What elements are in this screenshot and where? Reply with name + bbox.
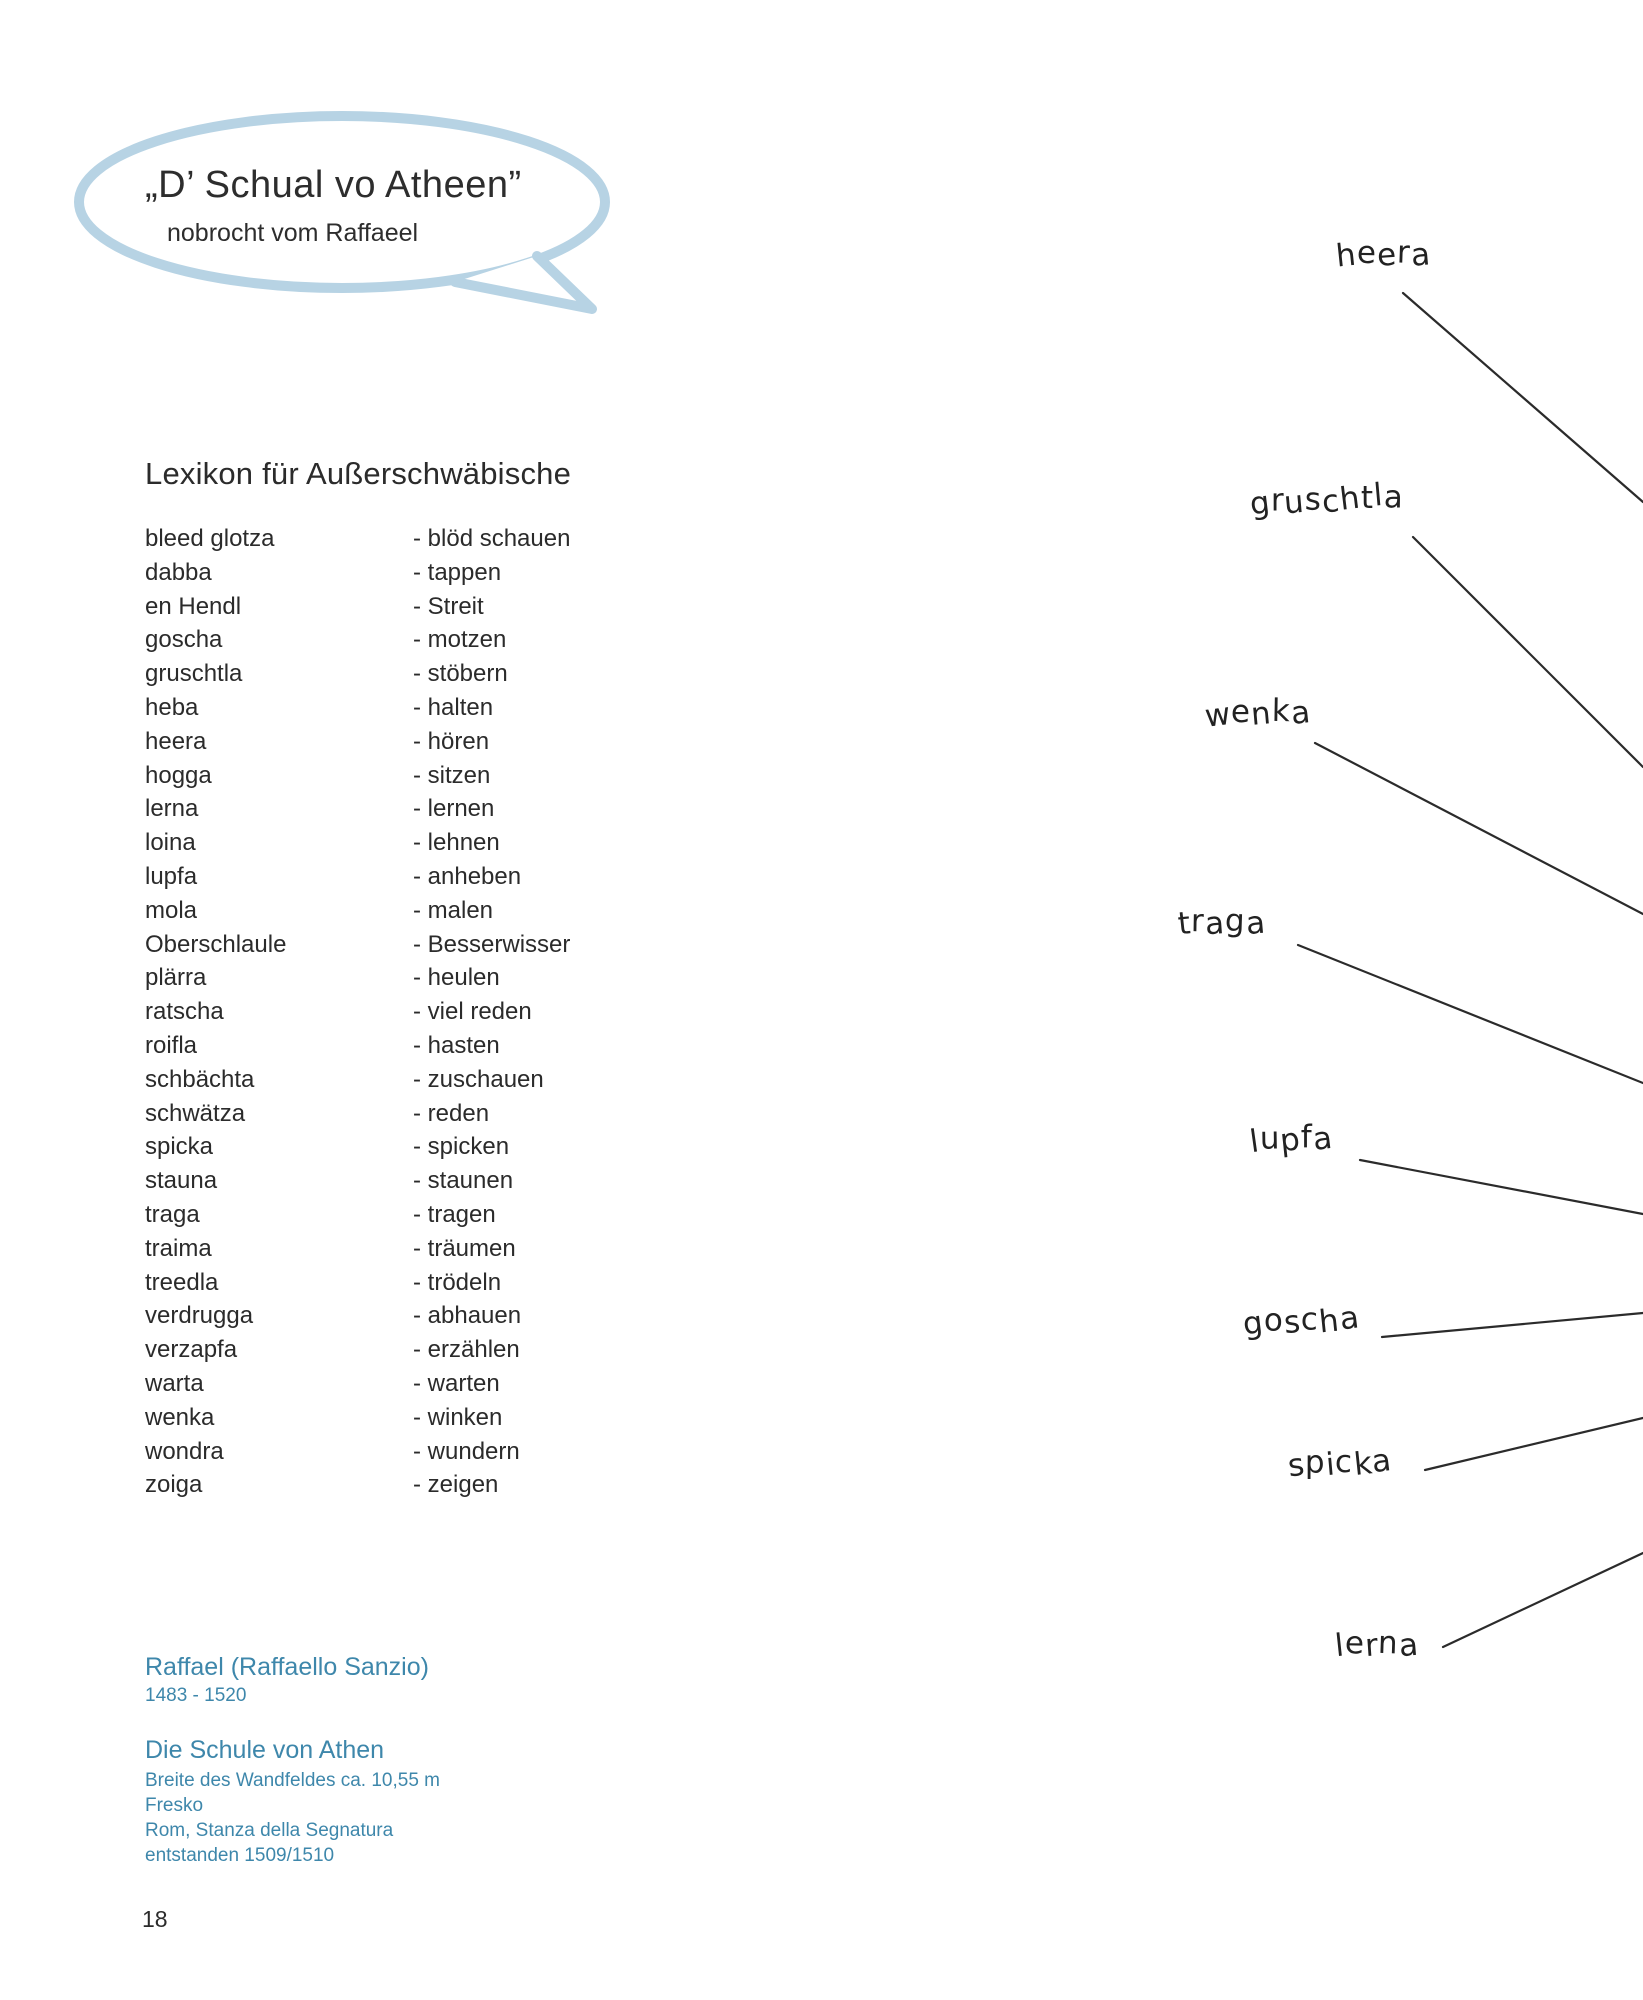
german-definition: - spicken <box>413 1133 510 1161</box>
german-definition: - reden <box>413 1099 490 1127</box>
speech-bubble-outline <box>60 95 620 335</box>
handwritten-char: s <box>1304 481 1323 518</box>
german-definition: - hören <box>413 727 490 755</box>
german-definition: - Besserwisser <box>413 930 571 958</box>
handwritten-char: p <box>1278 1121 1303 1160</box>
lexicon-title: Lexikon für Außerschwäbische <box>145 456 572 491</box>
handwritten-char: r <box>1396 234 1412 271</box>
german-definition: - Streit <box>413 592 484 620</box>
handwritten-char: k <box>1351 1445 1375 1483</box>
german-definition: - tappen <box>413 558 502 586</box>
lexicon-entry <box>145 1401 705 1435</box>
handwritten-char: c <box>1300 1301 1320 1338</box>
dialect-term: traima <box>145 1234 212 1262</box>
dialect-term: bleed glotza <box>145 525 275 552</box>
german-definition: - zeigen <box>413 1471 499 1499</box>
handwritten-char: c <box>1335 1443 1354 1481</box>
lexicon-entry <box>145 860 705 894</box>
handwritten-char: l <box>1247 1123 1263 1161</box>
pointer-line-lerna <box>1443 1553 1643 1647</box>
dialect-term: heba <box>145 693 199 721</box>
german-definition: - zuschauen <box>413 1065 544 1093</box>
lexicon-entry <box>145 1063 705 1097</box>
german-definition: - winken <box>413 1403 503 1431</box>
handwritten-char: l <box>1333 1627 1347 1665</box>
handwritten-char: h <box>1338 479 1363 518</box>
dialect-term: wenka <box>145 1403 215 1431</box>
dialect-term: goscha <box>145 626 223 654</box>
dialect-term: zoiga <box>145 1471 203 1499</box>
lexicon-entry <box>145 995 705 1029</box>
bubble-subtitle: nobrocht vom Raffaeel <box>167 219 419 247</box>
handwritten-char: e <box>1231 694 1252 731</box>
german-definition: - warten <box>413 1369 500 1397</box>
lexicon-entry <box>145 1367 705 1401</box>
german-definition: - staunen <box>413 1167 514 1195</box>
german-definition: - malen <box>413 896 494 924</box>
lexicon-entry <box>145 1029 705 1063</box>
dialect-term: warta <box>145 1369 204 1397</box>
credits-block <box>145 1654 440 1868</box>
dialect-term: stauna <box>145 1167 218 1195</box>
dialect-term: schbächta <box>145 1065 255 1093</box>
lexicon-entry <box>145 657 705 691</box>
pointer-line-traga <box>1298 945 1643 1083</box>
handwritten-char: w <box>1202 695 1234 735</box>
credit-detail-line: Rom, Stanza della Segnatura <box>145 1820 394 1841</box>
pointer-line-wenka <box>1315 743 1643 914</box>
lexicon-entry <box>145 792 705 826</box>
dialect-term: gruschtla <box>145 660 243 688</box>
dialect-term: ratscha <box>145 998 224 1026</box>
handwritten-char: a <box>1337 1299 1362 1338</box>
handwritten-char: e <box>1356 234 1377 272</box>
handwritten-char: n <box>1377 1624 1400 1662</box>
german-definition: - stöbern <box>413 660 508 688</box>
dialect-term: traga <box>145 1200 200 1228</box>
credit-work-title: Die Schule von Athen <box>145 1736 385 1764</box>
lexicon-entry <box>145 759 705 793</box>
handwritten-char: s <box>1282 1303 1303 1342</box>
lexicon-entry <box>145 1164 705 1198</box>
handwritten-char: o <box>1263 1302 1284 1339</box>
german-definition: - anheben <box>413 862 522 890</box>
pointer-line-heera <box>1403 293 1643 502</box>
pointer-line-gruschtla <box>1413 537 1643 767</box>
lexicon-entry <box>145 1468 705 1502</box>
lexicon-entry <box>145 1333 705 1367</box>
german-definition: - motzen <box>413 626 507 654</box>
credit-detail-line: entstanden 1509/1510 <box>145 1845 335 1866</box>
lexicon-entry <box>145 961 705 995</box>
lexicon-entry <box>145 725 705 759</box>
handwritten-char: r <box>1190 903 1206 940</box>
credit-details <box>145 1768 440 1868</box>
german-definition: - sitzen <box>413 761 491 789</box>
dialect-term: mola <box>145 896 198 924</box>
german-definition: - hasten <box>413 1031 500 1059</box>
lexicon-entry <box>145 590 705 624</box>
german-definition: - halten <box>413 693 494 721</box>
german-definition: - lernen <box>413 795 495 823</box>
handwritten-label-spicka <box>1287 1443 1393 1484</box>
handwritten-char: e <box>1375 236 1399 274</box>
lexicon-entry <box>145 1266 705 1300</box>
handwritten-char: u <box>1282 483 1307 522</box>
handwritten-char: a <box>1289 694 1313 732</box>
handwritten-char: i <box>1324 1446 1338 1484</box>
lexicon-entry <box>145 1130 705 1164</box>
pointer-line-goscha <box>1382 1313 1643 1337</box>
handwritten-char: f <box>1300 1119 1313 1156</box>
handwritten-char: k <box>1271 692 1292 730</box>
handwritten-char: g <box>1224 902 1247 940</box>
handwritten-char: t <box>1360 479 1374 516</box>
pointer-line-spicka <box>1425 1418 1643 1470</box>
bubble-title: „D’ Schual vo Atheen” <box>145 164 522 206</box>
lexicon-entry <box>145 1299 705 1333</box>
german-definition: - blöd schauen <box>413 525 571 552</box>
handwritten-label-wenka <box>1204 692 1312 734</box>
dialect-term: Oberschlaule <box>145 930 287 958</box>
lexicon-entry <box>145 1097 705 1131</box>
lexicon-entry <box>145 928 705 962</box>
handwritten-label-heera <box>1335 235 1431 274</box>
lexicon-entry <box>145 691 705 725</box>
handwritten-char: e <box>1344 1625 1365 1662</box>
handwritten-char: a <box>1397 1626 1421 1665</box>
handwritten-label-lupfa <box>1249 1118 1334 1160</box>
page-number: 18 <box>142 1906 168 1932</box>
lexicon-list <box>145 522 705 1502</box>
handwritten-char: a <box>1203 905 1227 943</box>
lexicon-entry <box>145 1198 705 1232</box>
handwritten-char: l <box>1372 476 1386 514</box>
handwritten-char: p <box>1305 1444 1326 1481</box>
german-definition: - erzählen <box>413 1336 520 1364</box>
german-definition: - heulen <box>413 964 500 992</box>
handwritten-char: n <box>1249 695 1274 733</box>
dialect-term: verdrugga <box>145 1302 254 1330</box>
dialect-term: heera <box>145 727 207 755</box>
german-definition: - tragen <box>413 1200 496 1228</box>
lexicon-entry <box>145 1435 705 1469</box>
dialect-term: plärra <box>145 964 207 992</box>
dialect-term: loina <box>145 829 196 857</box>
handwritten-char: c <box>1320 482 1343 521</box>
handwritten-char: r <box>1363 1627 1380 1665</box>
dialect-term: lerna <box>145 795 199 823</box>
handwritten-char: a <box>1310 1119 1335 1158</box>
handwritten-label-traga <box>1177 903 1266 942</box>
pointer-line-lupfa <box>1360 1160 1643 1214</box>
german-definition: - trödeln <box>413 1268 502 1296</box>
dialect-term: wondra <box>145 1437 224 1465</box>
handwritten-char: a <box>1370 1441 1395 1481</box>
credit-detail-line: Fresko <box>145 1795 204 1816</box>
handwritten-char: u <box>1259 1120 1281 1157</box>
handwritten-char: a <box>1383 479 1404 516</box>
lexicon-entry <box>145 826 705 860</box>
handwritten-label-goscha <box>1242 1300 1360 1342</box>
credit-artist-dates: 1483 - 1520 <box>145 1685 247 1706</box>
handwritten-label-lerna <box>1334 1625 1419 1664</box>
lexicon-entry <box>145 556 705 590</box>
credit-artist-name: Raffael (Raffaello Sanzio) <box>145 1653 429 1681</box>
dialect-term: lupfa <box>145 862 198 890</box>
german-definition: - lehnen <box>413 829 500 857</box>
dialect-term: hogga <box>145 761 212 789</box>
dialect-term: treedla <box>145 1268 219 1296</box>
handwritten-char: s <box>1285 1446 1308 1485</box>
german-definition: - abhauen <box>413 1302 522 1330</box>
lexicon-entry <box>145 623 705 657</box>
dialect-term: en Hendl <box>145 592 242 620</box>
handwritten-char: g <box>1247 484 1273 523</box>
lexicon-entry <box>145 522 705 556</box>
german-definition: - viel reden <box>413 998 532 1026</box>
handwritten-char: h <box>1334 236 1359 275</box>
dialect-term: dabba <box>145 558 212 586</box>
lexicon-entry <box>145 894 705 928</box>
dialect-term: spicka <box>145 1133 214 1161</box>
handwritten-char: g <box>1240 1304 1266 1343</box>
handwritten-char: h <box>1317 1302 1342 1341</box>
lexicon-entry <box>145 1232 705 1266</box>
dialect-term: verzapfa <box>145 1336 238 1364</box>
handwritten-char: t <box>1176 905 1193 943</box>
handwritten-char: a <box>1409 236 1433 274</box>
dialect-term: roifla <box>145 1031 198 1059</box>
credit-detail-line: Breite des Wandfeldes ca. 10,55 m <box>145 1770 441 1791</box>
handwritten-char: a <box>1244 904 1268 943</box>
handwritten-char: r <box>1270 482 1285 519</box>
german-definition: - wundern <box>413 1437 520 1465</box>
dialect-term: schwätza <box>145 1099 246 1127</box>
german-definition: - träumen <box>413 1234 516 1262</box>
